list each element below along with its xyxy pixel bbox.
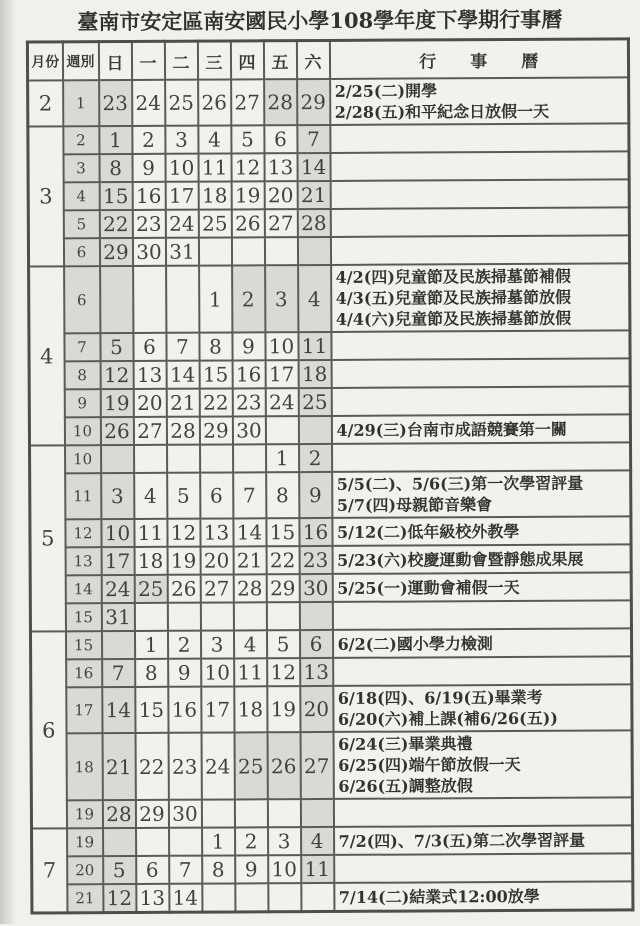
events-cell — [332, 628, 631, 658]
day-cell: 27 — [231, 79, 264, 125]
day-cell — [134, 603, 167, 631]
week-number-cell: 14 — [65, 575, 101, 603]
week-number-cell: 8 — [64, 361, 100, 389]
event-text: 2/28(五)和平紀念日放假一天 — [334, 101, 550, 122]
calendar-week-row — [30, 544, 631, 575]
day-cell: 10 — [265, 332, 298, 360]
event-text: 6/18(四)、6/19(五)畢業考 — [337, 687, 543, 708]
day-cell: 13 — [264, 153, 297, 181]
day-cell: 27 — [133, 417, 166, 445]
week-column-header: 週別 — [62, 42, 98, 81]
week-number-cell: 9 — [64, 389, 100, 417]
calendar-week-row — [30, 628, 631, 659]
day-cell: 7 — [233, 472, 266, 518]
week-number-cell: 17 — [66, 687, 102, 733]
day-cell — [268, 883, 301, 912]
week-number-cell: 1 — [63, 80, 99, 126]
day-cell: 8 — [266, 472, 299, 518]
day-cell: 7 — [166, 333, 199, 361]
events-cell — [331, 386, 630, 416]
day-cell: 10 — [165, 154, 198, 182]
day-cell: 6 — [299, 630, 332, 658]
week-number-cell: 12 — [65, 519, 101, 547]
day-cell: 30 — [299, 574, 332, 602]
event-text: 7/14(二)結業式12:00放學 — [338, 886, 540, 907]
events-cell — [334, 881, 633, 911]
events-cell — [330, 207, 629, 237]
day-cell: 11 — [301, 855, 334, 883]
event-text: 6/25(四)端午節放假一天 — [338, 754, 521, 775]
calendar-week-row — [28, 235, 629, 266]
week-number-cell: 19 — [66, 800, 102, 828]
day-cell — [200, 602, 233, 630]
events-column-header: 行 事 曆 — [329, 39, 628, 79]
day-cell — [233, 444, 266, 472]
day-cell: 21 — [233, 546, 266, 574]
day-cell — [234, 799, 267, 827]
day-cell: 25 — [134, 575, 167, 603]
day-cell: 28 — [233, 574, 266, 602]
day-cell: 27 — [264, 209, 297, 237]
day-cell: 14 — [169, 884, 202, 913]
calendar-week-row — [32, 825, 633, 856]
day-cell: 25 — [198, 209, 231, 237]
events-cell — [332, 470, 631, 518]
day-cell: 21 — [166, 389, 199, 417]
calendar-week-row — [31, 656, 632, 687]
day-cell: 23 — [232, 388, 265, 416]
day-cell: 12 — [100, 361, 133, 389]
week-number-cell: 10 — [64, 417, 100, 445]
day-cell: 25 — [234, 732, 267, 799]
day-cell: 17 — [265, 360, 298, 388]
week-number-cell: 4 — [63, 182, 99, 210]
day-cell: 26 — [100, 417, 133, 445]
day-cell: 24 — [201, 732, 234, 799]
day-cell: 31 — [101, 603, 134, 631]
day-cell: 1 — [202, 827, 235, 855]
day-cell: 14 — [102, 687, 135, 733]
day-cell: 23 — [99, 80, 132, 126]
day-cell — [136, 828, 169, 856]
events-cell — [334, 853, 633, 883]
day-cell: 19 — [267, 686, 300, 732]
events-cell — [333, 730, 632, 799]
day-cell: 16 — [232, 360, 265, 388]
day-cell: 17 — [201, 686, 234, 732]
day-cell: 1 — [134, 631, 167, 659]
day-cell: 7 — [297, 125, 330, 153]
calendar-week-row — [31, 730, 632, 800]
day-cell — [264, 237, 297, 265]
day-cell: 2 — [299, 444, 332, 472]
day-cell — [167, 445, 200, 473]
day-cell: 3 — [101, 473, 134, 519]
calendar-week-row — [28, 77, 629, 126]
day-cell: 29 — [297, 79, 330, 125]
day-cell — [101, 445, 134, 473]
day-cell: 28 — [166, 417, 199, 445]
day-cell: 9 — [235, 855, 268, 883]
event-text: 5/25(一)運動會補假一天 — [337, 577, 520, 598]
week-number-cell: 3 — [63, 154, 99, 182]
day-cell: 13 — [200, 518, 233, 546]
week-number-cell: 5 — [63, 210, 99, 238]
events-cell — [330, 179, 629, 209]
calendar-week-row — [28, 123, 629, 154]
day-cell — [298, 416, 331, 444]
events-cell — [330, 77, 629, 125]
event-text: 6/26(五)調整放假 — [338, 776, 473, 796]
day-cell: 11 — [298, 332, 331, 360]
day-cell: 14 — [297, 153, 330, 181]
day-cell: 18 — [298, 360, 331, 388]
day-cell: 29 — [99, 238, 132, 266]
events-cell — [332, 600, 631, 630]
events-cell — [334, 825, 633, 855]
event-text: 7/2(四)、7/3(五)第二次學習評量 — [338, 830, 586, 851]
month-column-header: 月份 — [27, 42, 62, 81]
week-number-cell: 21 — [67, 884, 103, 913]
day-cell: 23 — [132, 210, 165, 238]
day-cell: 23 — [299, 546, 332, 574]
day-column-header-mon: 一 — [131, 41, 164, 80]
day-cell: 28 — [102, 800, 135, 828]
day-cell: 23 — [168, 733, 201, 800]
day-cell: 14 — [166, 361, 199, 389]
day-cell: 19 — [231, 181, 264, 209]
day-cell: 24 — [265, 388, 298, 416]
day-cell: 2 — [232, 265, 265, 332]
day-cell: 2 — [167, 631, 200, 659]
day-cell: 9 — [168, 659, 201, 687]
day-cell: 15 — [199, 360, 232, 388]
day-cell: 4 — [134, 473, 167, 519]
day-cell: 3 — [265, 265, 298, 332]
calendar-week-row — [30, 572, 631, 603]
day-cell — [166, 266, 199, 333]
week-number-cell: 16 — [66, 659, 102, 687]
day-cell: 29 — [266, 574, 299, 602]
month-cell: 4 — [29, 266, 65, 445]
day-cell: 7 — [169, 856, 202, 884]
day-cell — [169, 828, 202, 856]
day-column-header-fri: 五 — [263, 41, 296, 80]
day-cell: 3 — [165, 126, 198, 154]
day-cell: 12 — [167, 519, 200, 547]
day-cell: 11 — [198, 153, 231, 181]
events-cell — [331, 358, 630, 388]
day-cell — [231, 237, 264, 265]
week-number-cell: 6 — [63, 238, 99, 266]
day-cell: 24 — [132, 80, 165, 126]
calendar-week-row — [30, 442, 631, 473]
week-number-cell: 15 — [65, 631, 101, 659]
event-text: 6/2(二)國小學力檢測 — [337, 633, 493, 654]
day-cell: 27 — [200, 574, 233, 602]
day-cell: 16 — [168, 687, 201, 733]
day-cell: 10 — [101, 519, 134, 547]
day-cell — [101, 631, 134, 659]
week-number-cell: 19 — [67, 828, 103, 856]
day-cell: 22 — [199, 388, 232, 416]
day-cell: 29 — [135, 800, 168, 828]
week-number-cell: 15 — [65, 603, 101, 631]
page-title: 臺南市安定區南安國民小學108學年度下學期行事曆 — [77, 6, 563, 35]
day-cell: 14 — [233, 518, 266, 546]
day-cell: 22 — [135, 733, 168, 800]
day-cell: 13 — [300, 658, 333, 686]
calendar-week-row — [29, 414, 630, 445]
week-number-cell: 13 — [65, 547, 101, 575]
day-cell: 12 — [103, 884, 136, 913]
day-cell: 16 — [299, 518, 332, 546]
day-cell: 26 — [167, 575, 200, 603]
day-cell: 6 — [133, 333, 166, 361]
day-cell: 15 — [99, 182, 132, 210]
day-cell: 16 — [132, 182, 165, 210]
day-cell: 3 — [268, 827, 301, 855]
event-text: 4/3(五)兒童節及民族掃墓節放假 — [335, 287, 572, 308]
day-cell — [265, 416, 298, 444]
events-cell — [331, 263, 630, 332]
week-number-cell: 18 — [66, 733, 102, 800]
day-cell: 13 — [133, 361, 166, 389]
day-cell — [233, 602, 266, 630]
day-cell — [267, 799, 300, 827]
event-text: 4/2(四)兒童節及民族掃墓節補假 — [335, 266, 571, 287]
day-cell: 5 — [266, 630, 299, 658]
day-cell: 15 — [266, 518, 299, 546]
week-number-cell: 10 — [65, 445, 101, 473]
calendar-table — [26, 37, 635, 914]
events-cell — [331, 414, 630, 444]
day-cell: 30 — [168, 800, 201, 828]
calendar-week-row — [28, 207, 629, 238]
day-cell: 1 — [199, 265, 232, 332]
calendar-header-row — [27, 39, 628, 81]
calendar-week-row — [30, 516, 631, 547]
day-cell — [297, 237, 330, 265]
day-cell: 21 — [102, 733, 135, 800]
day-cell: 2 — [132, 126, 165, 154]
event-text: 5/23(六)校慶運動會暨靜態成果展 — [337, 549, 584, 570]
day-cell: 9 — [232, 332, 265, 360]
events-cell — [331, 330, 630, 360]
day-cell: 25 — [165, 80, 198, 126]
day-cell — [134, 445, 167, 473]
events-cell — [333, 656, 632, 686]
day-cell: 27 — [300, 732, 333, 799]
day-cell: 19 — [167, 547, 200, 575]
events-cell — [330, 235, 629, 265]
day-cell: 15 — [135, 687, 168, 733]
day-cell: 20 — [264, 181, 297, 209]
month-cell: 7 — [32, 828, 67, 913]
event-text: 5/12(二)低年級校外教學 — [336, 521, 520, 542]
day-cell: 22 — [266, 546, 299, 574]
event-text: 2/25(二)開學 — [334, 81, 438, 101]
day-cell: 26 — [231, 209, 264, 237]
day-cell: 10 — [201, 658, 234, 686]
day-cell: 13 — [136, 884, 169, 913]
day-cell — [133, 266, 166, 333]
day-cell — [200, 444, 233, 472]
day-cell — [202, 883, 235, 912]
event-text: 5/7(四)母親節音樂會 — [336, 495, 493, 515]
day-cell: 20 — [133, 389, 166, 417]
month-cell: 5 — [30, 445, 66, 631]
day-cell: 1 — [266, 444, 299, 472]
week-number-cell: 2 — [63, 126, 99, 154]
events-cell — [332, 572, 631, 602]
day-cell: 6 — [200, 472, 233, 518]
month-cell: 6 — [30, 631, 66, 828]
day-column-header-tue: 二 — [164, 41, 197, 80]
calendar-week-row — [29, 358, 630, 389]
day-cell: 26 — [267, 732, 300, 799]
day-cell: 7 — [102, 659, 135, 687]
events-cell — [332, 544, 631, 574]
day-cell: 8 — [99, 154, 132, 182]
calendar-week-row — [30, 470, 631, 519]
event-text: 4/29(三)台南市成語競賽第一關 — [336, 419, 567, 440]
week-number-cell: 20 — [67, 856, 103, 884]
day-cell: 22 — [99, 210, 132, 238]
events-cell — [332, 442, 631, 472]
day-cell: 21 — [297, 181, 330, 209]
day-cell: 20 — [300, 686, 333, 732]
month-cell: 3 — [28, 126, 64, 266]
day-cell: 4 — [298, 265, 331, 332]
calendar-week-row — [29, 263, 630, 333]
event-text: 6/20(六)補上課(補6/26(五)) — [337, 708, 558, 729]
week-number-cell: 7 — [64, 333, 100, 361]
day-cell: 12 — [267, 658, 300, 686]
day-cell: 30 — [232, 416, 265, 444]
day-cell: 18 — [234, 686, 267, 732]
day-cell — [299, 602, 332, 630]
calendar-week-row — [29, 386, 630, 417]
day-column-header-thu: 四 — [230, 41, 263, 80]
day-cell: 20 — [200, 546, 233, 574]
events-cell — [332, 516, 631, 546]
day-cell — [167, 603, 200, 631]
day-cell: 28 — [297, 209, 330, 237]
events-cell — [330, 151, 629, 181]
day-cell: 26 — [198, 79, 231, 125]
day-cell: 11 — [234, 658, 267, 686]
event-text: 6/24(三)畢業典禮 — [338, 734, 473, 754]
day-cell: 8 — [135, 659, 168, 687]
day-cell — [301, 883, 334, 912]
day-cell: 1 — [99, 126, 132, 154]
calendar-week-row — [31, 797, 632, 828]
day-cell: 12 — [231, 153, 264, 181]
day-cell: 10 — [268, 855, 301, 883]
day-cell — [100, 266, 133, 333]
day-cell: 28 — [264, 79, 297, 125]
day-cell: 8 — [202, 855, 235, 883]
day-cell: 5 — [100, 333, 133, 361]
day-cell: 9 — [132, 154, 165, 182]
calendar-week-row — [28, 151, 629, 182]
day-column-header-sat: 六 — [296, 40, 329, 79]
calendar-week-row — [28, 179, 629, 210]
day-cell: 3 — [200, 630, 233, 658]
day-cell: 4 — [198, 125, 231, 153]
day-cell: 2 — [235, 827, 268, 855]
calendar-week-row — [32, 881, 633, 913]
day-cell: 17 — [101, 547, 134, 575]
day-cell: 9 — [299, 472, 332, 518]
month-cell: 2 — [28, 80, 63, 126]
day-cell — [103, 828, 136, 856]
calendar-week-row — [31, 684, 632, 733]
day-cell: 6 — [264, 125, 297, 153]
day-cell: 5 — [103, 856, 136, 884]
week-number-cell: 11 — [65, 473, 101, 519]
calendar-week-row — [30, 600, 631, 631]
day-cell: 8 — [199, 332, 232, 360]
day-cell: 18 — [198, 181, 231, 209]
day-cell: 4 — [301, 827, 334, 855]
week-number-cell: 6 — [64, 266, 100, 333]
day-cell: 24 — [165, 210, 198, 238]
day-cell: 31 — [165, 238, 198, 266]
day-column-header-sun: 日 — [98, 41, 131, 80]
day-cell — [266, 602, 299, 630]
calendar-week-row — [29, 330, 630, 361]
event-text: 4/4(六)兒童節及民族掃墓節放假 — [335, 308, 572, 329]
day-cell: 11 — [134, 519, 167, 547]
day-cell: 18 — [134, 547, 167, 575]
day-cell: 19 — [100, 389, 133, 417]
day-cell: 4 — [233, 630, 266, 658]
calendar-week-row — [32, 853, 633, 884]
events-cell — [333, 797, 632, 827]
day-cell: 5 — [167, 473, 200, 519]
events-cell — [330, 123, 629, 153]
day-cell: 30 — [132, 238, 165, 266]
day-cell — [198, 237, 231, 265]
events-cell — [333, 684, 632, 732]
day-cell — [201, 799, 234, 827]
event-text: 5/5(二)、5/6(三)第一次學習評量 — [336, 473, 584, 494]
calendar-body — [28, 77, 633, 913]
day-cell: 24 — [101, 575, 134, 603]
day-cell — [300, 799, 333, 827]
day-cell: 29 — [199, 416, 232, 444]
day-cell: 5 — [231, 125, 264, 153]
day-cell — [235, 883, 268, 912]
day-cell: 17 — [165, 182, 198, 210]
day-column-header-wed: 三 — [197, 41, 230, 80]
day-cell: 6 — [136, 856, 169, 884]
day-cell: 25 — [298, 388, 331, 416]
